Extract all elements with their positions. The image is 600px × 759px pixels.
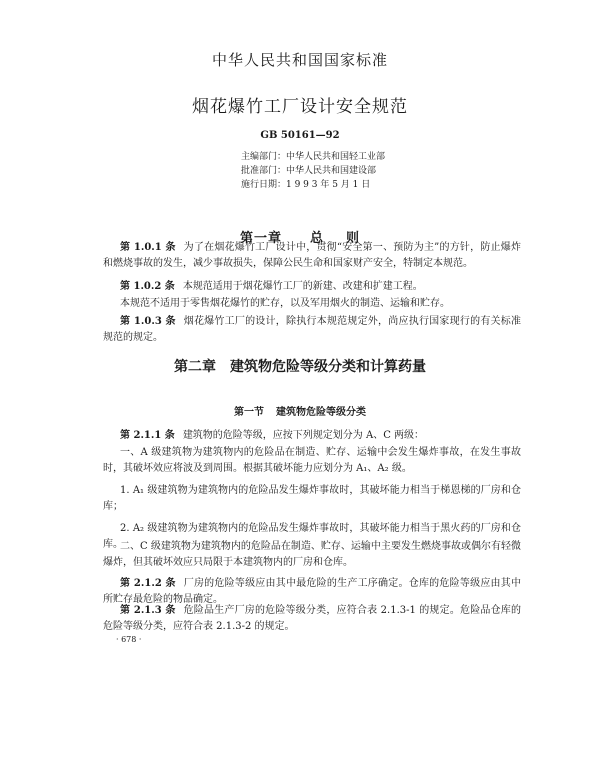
clause-2-1-1 — [103, 428, 521, 444]
clause-1-0-2 — [103, 279, 521, 295]
clause-2-1-1-item-c — [103, 539, 521, 571]
meta-approver: 批准部门：中华人民共和国建设部 — [241, 166, 377, 176]
clause-text: 危险品生产厂房的危险等级分类，应符合表 2.1.3-1 的规定。危险品仓库的危险等级分类，应符合表 2.1.3-2 的规定。 — [103, 605, 521, 632]
chapter-1-title-b: 则 — [346, 231, 361, 246]
clause-number: 第 2.1.2 条 — [120, 578, 176, 589]
standard-title: 中华人民共和国国家标准 — [211, 51, 388, 69]
clause-text: 1. A₁ 级建筑物为建筑物内的危险品发生爆炸事故时，其破坏能力相当于梯恩梯的厂房和仓库； — [103, 485, 521, 512]
page-number: · 678 · — [116, 635, 142, 644]
chapter-1-title-a: 总 — [309, 231, 324, 246]
section-1-label: 第一节 — [234, 407, 264, 418]
document-title: 烟花爆竹工厂设计安全规范 — [192, 97, 408, 117]
clause-1-0-3 — [103, 314, 521, 346]
clause-number: 第 2.1.3 条 — [120, 605, 176, 616]
clause-text: 一、A 级建筑物为建筑物内的危险品在制造、贮存、运输中会发生爆炸事故，在发生事故时，其破坏效应将波及到周围。根据其破坏能力应划分为 A₁、A₂ 级。 — [103, 447, 521, 474]
clause-2-1-1-item-a — [103, 445, 521, 477]
meta-effective-date: 施行日期：1 9 9 3 年 5 月 1 日 — [241, 180, 371, 190]
chapter-2-heading — [0, 356, 600, 376]
clause-2-1-1-item-a1 — [103, 483, 521, 515]
clause-number: 第 2.1.1 条 — [120, 430, 175, 441]
clause-number: 第 1.0.3 条 — [120, 316, 176, 327]
meta-editor: 主编部门：中华人民共和国轻工业部 — [241, 152, 386, 162]
clause-number: 第 1.0.1 条 — [120, 242, 176, 253]
clause-text: 2. A₂ 级建筑物为建筑物内的危险品发生爆炸事故时，其破坏能力相当于黑火药的厂房和仓库。 — [103, 523, 521, 550]
chapter-1-label: 第一章 — [239, 231, 282, 246]
clause-text: 为了在烟花爆竹工厂设计中，贯彻“安全第一、预防为主”的方针，防止爆炸和燃烧事故的发生，减少事故损失，保障公民生命和国家财产安全，特制定本规范。 — [103, 242, 521, 269]
clause-2-1-3 — [103, 603, 521, 635]
chapter-2-title: 建筑物危险等级分类和计算药量 — [230, 359, 426, 375]
section-1-heading — [0, 403, 600, 418]
clause-text: 厂房的危险等级应由其中最危险的生产工序确定。仓库的危险等级应由其中所贮存最危险的物品确定。 — [103, 578, 521, 605]
clause-text: 烟花爆竹工厂的设计，除执行本规范规定外，尚应执行国家现行的有关标准规范的规定。 — [103, 316, 521, 343]
section-1-title: 建筑物危险等级分类 — [276, 407, 366, 418]
chapter-2-label: 第二章 — [174, 359, 216, 375]
clause-1-0-2-note — [103, 296, 521, 312]
clause-number: 第 1.0.2 条 — [120, 281, 175, 292]
clause-text: 二、C 级建筑物为建筑物内的危险品在制造、贮存、运输中主要发生燃烧事故或偶尔有轻微爆炸，但其破坏效应只局限于本建筑物内的厂房和仓库。 — [103, 541, 521, 568]
standard-code: GB 50161—92 — [260, 130, 340, 141]
clause-text: 建筑物的危险等级，应按下列规定划分为 A、C 两级： — [182, 430, 425, 441]
clause-text: 本规范不适用于零售烟花爆竹的贮存，以及军用烟火的制造、运输和贮存。 — [120, 298, 450, 309]
clause-1-0-1 — [103, 240, 521, 272]
clause-text: 本规范适用于烟花爆竹工厂的新建、改建和扩建工程。 — [182, 281, 423, 292]
